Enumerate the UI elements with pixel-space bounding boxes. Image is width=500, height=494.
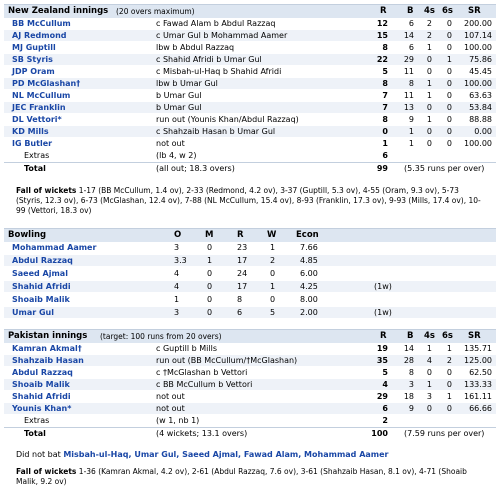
extras-row [4, 415, 496, 426]
sixes: 0 [446, 79, 452, 88]
bowler-extras: (1w) [374, 308, 392, 317]
runs-conceded: 8 [237, 295, 243, 304]
bowling-row [4, 307, 496, 318]
dismissal: c Umar Gul b Mohammad Aamer [156, 31, 288, 40]
nz-innings-header [4, 4, 496, 18]
extras-detail: (w 1, nb 1) [156, 416, 200, 425]
fours: 0 [426, 103, 432, 112]
total-label: Total [24, 429, 46, 438]
fours: 0 [426, 127, 432, 136]
sixes: 0 [446, 31, 452, 40]
balls: 18 [403, 392, 414, 401]
runs: 6 [382, 404, 388, 413]
dismissal: lbw b Umar Gul [156, 79, 218, 88]
strike-rate: 133.33 [464, 380, 492, 389]
sixes: 1 [446, 55, 452, 64]
fours: 1 [426, 79, 432, 88]
runs: 22 [376, 55, 388, 64]
runs: 19 [376, 344, 388, 353]
nz-innings-title: New Zealand innings [8, 6, 109, 16]
overs: 3 [174, 308, 180, 317]
col-w: W [267, 230, 277, 240]
balls: 8 [408, 368, 414, 377]
batsman-name-link[interactable]: Shoaib Malik [12, 380, 70, 389]
dismissal: c BB McCullum b Vettori [156, 380, 253, 389]
run-rate: (7.59 runs per over) [404, 429, 485, 438]
economy: 4.85 [300, 256, 318, 265]
maidens: 0 [207, 295, 213, 304]
batting-row [4, 343, 496, 354]
fours: 2 [426, 19, 432, 28]
fours: 2 [426, 31, 432, 40]
wickets: 5 [270, 308, 276, 317]
bowling-row [4, 268, 496, 279]
sixes: 2 [446, 356, 452, 365]
extras-label: Extras [24, 151, 50, 160]
pak-innings-title: Pakistan innings [8, 331, 88, 341]
runs: 7 [382, 91, 388, 100]
bowling-title: Bowling [8, 230, 47, 240]
batsman-name-link[interactable]: BB McCullum [12, 19, 71, 28]
bowling-row [4, 281, 496, 292]
maidens: 0 [207, 308, 213, 317]
total-value: 100 [371, 429, 388, 438]
batsman-name-link[interactable]: NL McCullum [12, 91, 71, 100]
strike-rate: 53.84 [469, 103, 492, 112]
pak-innings-header [4, 329, 496, 343]
batting-row [4, 126, 496, 137]
pak-innings-subtitle: (target: 100 runs from 20 overs) [100, 332, 222, 341]
runs-conceded: 24 [237, 269, 248, 278]
total-detail: (all out; 18.3 overs) [156, 164, 235, 173]
batsman-name-link[interactable]: Shahzaib Hasan [12, 356, 84, 365]
extras-value: 2 [382, 416, 388, 425]
strike-rate: 100.00 [464, 139, 492, 148]
bowler-extras: (1w) [374, 282, 392, 291]
strike-rate: 0.00 [474, 127, 492, 136]
bowler-name-link[interactable]: Umar Gul [12, 308, 54, 317]
economy: 6.00 [300, 269, 318, 278]
runs: 15 [376, 31, 388, 40]
batsman-name-link[interactable]: DL Vettori* [12, 115, 62, 124]
pak-fall-of-wickets: Fall of wickets 1-36 (Kamran Akmal, 4.2 ov), 2-61 (Abdul Razzaq, 7.6 ov), 3-61 (Shahzaib Hasan, 8.1 ov), 4-71 (Shoaib Malik, 9.2 ov) [16, 467, 467, 486]
balls: 1 [408, 139, 414, 148]
col-econ: Econ [296, 230, 319, 240]
runs: 8 [382, 115, 388, 124]
balls: 28 [403, 356, 414, 365]
economy: 7.66 [300, 243, 318, 252]
maidens: 0 [207, 282, 213, 291]
strike-rate: 135.71 [464, 344, 492, 353]
economy: 4.25 [300, 282, 318, 291]
bowling-row [4, 255, 496, 266]
fours: 4 [426, 356, 432, 365]
dismissal: c Guptill b Mills [156, 344, 217, 353]
batting-row [4, 66, 496, 77]
runs: 35 [376, 356, 388, 365]
batting-row [4, 403, 496, 414]
runs: 8 [382, 79, 388, 88]
total-label: Total [24, 164, 46, 173]
batting-row [4, 355, 496, 366]
strike-rate: 100.00 [464, 79, 492, 88]
batsman-name-link[interactable]: SB Styris [12, 55, 53, 64]
balls: 11 [403, 67, 414, 76]
maidens: 0 [207, 269, 213, 278]
pak-did-not-bat: Did not bat Misbah-ul-Haq, Umar Gul, Saeed Ajmal, Fawad Alam, Mohammad Aamer [16, 450, 389, 459]
dismissal: run out (BB McCullum/†McGlashan) [156, 356, 298, 365]
bowler-name-link[interactable]: Shoaib Malik [12, 295, 70, 304]
strike-rate: 125.00 [464, 356, 492, 365]
balls: 14 [403, 31, 414, 40]
fours: 0 [426, 368, 432, 377]
balls: 1 [408, 127, 414, 136]
run-rate: (5.35 runs per over) [404, 164, 485, 173]
sixes: 0 [446, 368, 452, 377]
col-6s: 6s [442, 331, 453, 341]
batsman-name-link[interactable]: AJ Redmond [12, 31, 67, 40]
dismissal: c Shahzaib Hasan b Umar Gul [156, 127, 276, 136]
nz-fall-of-wickets: Fall of wickets 1-17 (BB McCullum, 1.4 ov), 2-33 (Redmond, 4.2 ov), 3-37 (Guptill, 5.3 ov), 4-55 (Oram, 9.3 ov), 5-73 (Styris, 12.3 ov), 6-73 (McGlashan, 12.4 ov), 7-88 (NL McCullum, 15.4 ov), 8-93 (Franklin, 17.3 ov), 9-93 (Mills, 17.4 ov), 10-99 (Vettori, 18.3 ov) [16, 186, 481, 215]
economy: 8.00 [300, 295, 318, 304]
balls: 11 [403, 91, 414, 100]
overs: 4 [174, 282, 180, 291]
batsman-name-link[interactable]: Abdul Razzaq [12, 368, 73, 377]
strike-rate: 88.88 [469, 115, 492, 124]
batsman-name-link[interactable]: Shahid Afridi [12, 392, 71, 401]
sixes: 0 [446, 19, 452, 28]
extras-row [4, 150, 496, 161]
col-b: B [407, 331, 414, 341]
col-sr: SR [468, 6, 481, 16]
dismissal: c †McGlashan b Vettori [156, 368, 248, 377]
runs-conceded: 17 [237, 282, 248, 291]
dismissal: not out [156, 392, 185, 401]
runs-conceded: 6 [237, 308, 243, 317]
balls: 9 [408, 115, 414, 124]
overs: 1 [174, 295, 180, 304]
col-r: R [380, 331, 387, 341]
balls: 3 [408, 380, 414, 389]
col-sr: SR [468, 331, 481, 341]
dismissal: c Misbah-ul-Haq b Shahid Afridi [156, 67, 282, 76]
dismissal: c Shahid Afridi b Umar Gul [156, 55, 262, 64]
batting-row [4, 379, 496, 390]
batting-row [4, 90, 496, 101]
strike-rate: 107.14 [464, 31, 492, 40]
batsman-name-link[interactable]: JDP Oram [12, 67, 55, 76]
wickets: 1 [270, 243, 276, 252]
runs: 5 [382, 368, 388, 377]
batsman-name-link[interactable]: Kamran Akmal† [12, 344, 82, 353]
runs: 5 [382, 67, 388, 76]
overs: 4 [174, 269, 180, 278]
runs: 0 [382, 127, 388, 136]
fours: 0 [426, 404, 432, 413]
runs: 29 [376, 392, 388, 401]
pak-fow-text: 1-36 (Kamran Akmal, 4.2 ov), 2-61 (Abdul Razzaq, 7.6 ov), 3-61 (Shahzaib Hasan, 8.1 ov), 4-71 (Shoaib Malik, 9.2 ov) [16, 467, 467, 486]
balls: 29 [403, 55, 414, 64]
extras-label: Extras [24, 416, 50, 425]
col-6s: 6s [442, 6, 453, 16]
dismissal: not out [156, 139, 185, 148]
balls: 6 [408, 19, 414, 28]
sixes: 0 [446, 115, 452, 124]
batting-row [4, 114, 496, 125]
extras-detail: (lb 4, w 2) [156, 151, 197, 160]
nz-fow-text: 1-17 (BB McCullum, 1.4 ov), 2-33 (Redmond, 4.2 ov), 3-37 (Guptill, 5.3 ov), 4-55 (Oram, 9.3 ov), 5-73 (Styris, 12.3 ov), 6-73 (McGlashan, 12.4 ov), 7-88 (NL McCullum, 15.4 ov), 8-93 (Franklin, 17.3 ov), 9-93 (Mills, 17.4 ov), 10-99 (Vettori, 18.3 ov) [16, 186, 481, 215]
col-m: M [205, 230, 214, 240]
bowling-row [4, 294, 496, 305]
batsman-name-link[interactable]: MJ Guptill [12, 43, 56, 52]
dismissal: b Umar Gul [156, 103, 202, 112]
col-o: O [174, 230, 182, 240]
overs: 3.3 [174, 256, 187, 265]
maidens: 1 [207, 256, 213, 265]
bowling-row [4, 242, 496, 253]
sixes: 0 [446, 67, 452, 76]
sixes: 0 [446, 127, 452, 136]
batting-row [4, 138, 496, 149]
wickets: 0 [270, 295, 276, 304]
sixes: 1 [446, 392, 452, 401]
runs: 7 [382, 103, 388, 112]
batsman-name-link[interactable]: IG Butler [12, 139, 53, 148]
batting-row [4, 54, 496, 65]
bowler-name-link[interactable]: Mohammad Aamer [12, 243, 97, 252]
strike-rate: 200.00 [464, 19, 492, 28]
balls: 13 [403, 103, 414, 112]
fours: 1 [426, 115, 432, 124]
bowling-header [4, 228, 496, 242]
col-4s: 4s [424, 6, 435, 16]
sixes: 0 [446, 103, 452, 112]
col-b: B [407, 6, 414, 16]
fours: 1 [426, 43, 432, 52]
col-4s: 4s [424, 331, 435, 341]
balls: 14 [403, 344, 414, 353]
overs: 3 [174, 243, 180, 252]
balls: 6 [408, 43, 414, 52]
batting-row [4, 391, 496, 402]
batting-row [4, 42, 496, 53]
strike-rate: 100.00 [464, 43, 492, 52]
batsman-name-link[interactable]: KD Mills [12, 127, 49, 136]
bowler-name-link[interactable]: Shahid Afridi [12, 282, 71, 291]
dismissal: not out [156, 404, 185, 413]
strike-rate: 66.66 [469, 404, 492, 413]
total-row [4, 428, 496, 439]
batting-row [4, 367, 496, 378]
batting-row [4, 102, 496, 113]
extras-value: 6 [382, 151, 388, 160]
batsman-name-link[interactable]: PD McGlashan† [12, 79, 81, 88]
fours: 0 [426, 67, 432, 76]
col-bowl-r: R [237, 230, 244, 240]
economy: 2.00 [300, 308, 318, 317]
runs: 1 [382, 139, 388, 148]
runs-conceded: 23 [237, 243, 248, 252]
total-detail: (4 wickets; 13.1 overs) [156, 429, 248, 438]
strike-rate: 63.63 [469, 91, 492, 100]
dismissal: lbw b Abdul Razzaq [156, 43, 235, 52]
dnb-list: Misbah-ul-Haq, Umar Gul, Saeed Ajmal, Fawad Alam, Mohammad Aamer [63, 450, 389, 459]
dismissal: run out (Younis Khan/Abdul Razzaq) [156, 115, 299, 124]
bowler-name-link[interactable]: Saeed Ajmal [12, 269, 68, 278]
batsman-name-link[interactable]: Younis Khan* [12, 404, 72, 413]
sixes: 1 [446, 344, 452, 353]
fours: 1 [426, 380, 432, 389]
sixes: 0 [446, 91, 452, 100]
batting-row [4, 78, 496, 89]
runs: 12 [376, 19, 388, 28]
runs: 4 [382, 380, 388, 389]
sixes: 0 [446, 404, 452, 413]
fours: 1 [426, 344, 432, 353]
batting-row [4, 18, 496, 29]
wickets: 0 [270, 269, 276, 278]
balls: 9 [408, 404, 414, 413]
wickets: 1 [270, 282, 276, 291]
nz-innings-subtitle: (20 overs maximum) [116, 7, 195, 16]
wickets: 2 [270, 256, 276, 265]
runs: 8 [382, 43, 388, 52]
dismissal: c Fawad Alam b Abdul Razzaq [156, 19, 276, 28]
maidens: 0 [207, 243, 213, 252]
fours: 3 [426, 392, 432, 401]
runs-conceded: 17 [237, 256, 248, 265]
balls: 8 [408, 79, 414, 88]
fours: 1 [426, 91, 432, 100]
sixes: 0 [446, 43, 452, 52]
bowler-name-link[interactable]: Abdul Razzaq [12, 256, 73, 265]
fours: 0 [426, 139, 432, 148]
fours: 0 [426, 55, 432, 64]
dismissal: b Umar Gul [156, 91, 202, 100]
strike-rate: 62.50 [469, 368, 492, 377]
strike-rate: 161.11 [464, 392, 492, 401]
sixes: 0 [446, 139, 452, 148]
strike-rate: 45.45 [469, 67, 492, 76]
total-row [4, 163, 496, 174]
total-value: 99 [376, 164, 388, 173]
col-r: R [380, 6, 387, 16]
strike-rate: 75.86 [469, 55, 492, 64]
batting-row [4, 30, 496, 41]
batsman-name-link[interactable]: JEC Franklin [12, 103, 66, 112]
sixes: 0 [446, 380, 452, 389]
